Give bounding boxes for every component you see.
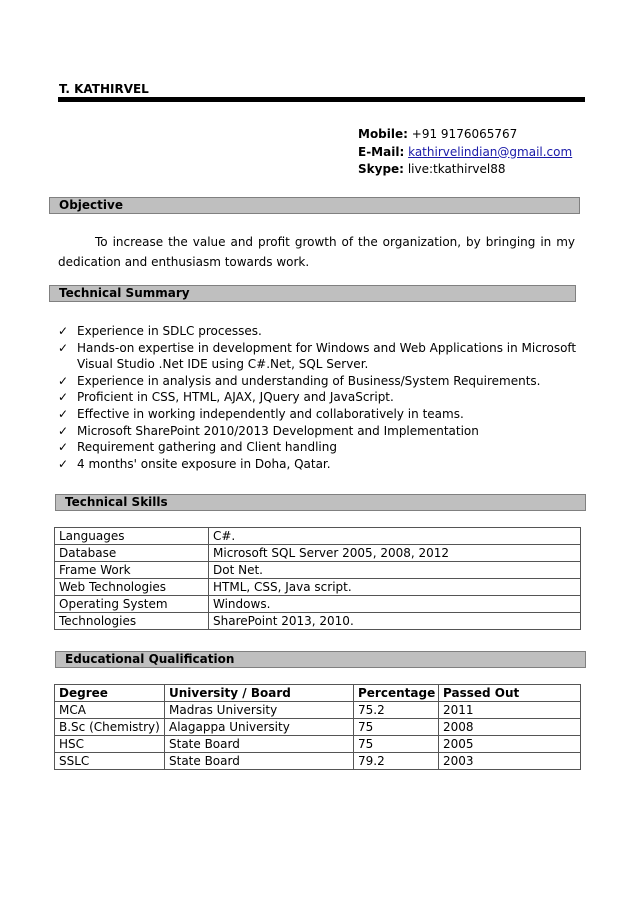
summary-item xyxy=(58,423,578,440)
objective-body: To increase the value and profit growth of the organization, by bringing in my dedication and enthusiasm towards work. xyxy=(58,235,575,269)
skills-row xyxy=(55,545,581,562)
summary-item-text: 4 months' onsite exposure in Doha, Qatar. xyxy=(77,456,331,471)
skills-row xyxy=(55,562,581,579)
skill-category: Frame Work xyxy=(55,562,209,579)
email-line xyxy=(358,144,572,162)
education-cell: State Board xyxy=(165,736,354,753)
skill-category: Web Technologies xyxy=(55,579,209,596)
mobile-value: +91 9176065767 xyxy=(411,127,518,141)
check-icon: ✓ xyxy=(58,406,69,421)
skills-row xyxy=(55,528,581,545)
check-icon: ✓ xyxy=(58,423,69,438)
summary-item xyxy=(58,456,578,473)
skype-value: live:tkathirvel88 xyxy=(407,162,506,176)
technical-summary-list xyxy=(58,323,578,472)
skill-category: Technologies xyxy=(55,613,209,630)
education-cell: Madras University xyxy=(165,702,354,719)
summary-item-text: Experience in analysis and understanding of Business/System Requirements. xyxy=(77,373,541,388)
summary-item xyxy=(58,406,578,423)
objective-heading: Objective xyxy=(49,197,580,214)
skill-value: HTML, CSS, Java script. xyxy=(209,579,581,596)
contact-block xyxy=(358,126,572,179)
email-label: E-Mail: xyxy=(358,144,405,159)
education-cell: B.Sc (Chemistry) xyxy=(55,719,165,736)
education-row xyxy=(55,753,581,770)
header-rule xyxy=(58,97,585,102)
check-icon: ✓ xyxy=(58,340,69,355)
education-cell: SSLC xyxy=(55,753,165,770)
summary-item xyxy=(58,439,578,456)
candidate-name: T. KATHIRVEL xyxy=(59,82,149,96)
email-link[interactable]: kathirvelindian@gmail.com xyxy=(408,144,573,159)
summary-item-text: Proficient in CSS, HTML, AJAX, JQuery and JavaScript. xyxy=(77,390,394,405)
education-cell: 2005 xyxy=(439,736,581,753)
skill-value: Dot Net. xyxy=(209,562,581,579)
check-icon: ✓ xyxy=(58,324,69,338)
summary-item-text: Hands-on expertise in development for Windows and Web Applications in Microsoft Visual Studio .Net IDE using C#.Net, SQL Server. xyxy=(77,340,577,372)
check-icon: ✓ xyxy=(58,440,69,455)
objective-text xyxy=(58,232,575,272)
check-icon: ✓ xyxy=(58,373,69,388)
skills-row xyxy=(55,579,581,596)
summary-item-text: Microsoft SharePoint 2010/2013 Development and Implementation xyxy=(77,423,479,438)
education-row xyxy=(55,719,581,736)
education-cell: 79.2 xyxy=(354,753,439,770)
education-row xyxy=(55,736,581,753)
education-cell: 75 xyxy=(354,736,439,753)
skills-row xyxy=(55,613,581,630)
education-cell: MCA xyxy=(55,702,165,719)
mobile-line xyxy=(358,126,572,144)
education-column-header: University / Board xyxy=(165,685,354,702)
technical-summary-heading: Technical Summary xyxy=(49,285,576,302)
education-cell: State Board xyxy=(165,753,354,770)
technical-skills-table xyxy=(54,527,581,630)
education-column-header: Passed Out xyxy=(439,685,581,702)
skill-value: SharePoint 2013, 2010. xyxy=(209,613,581,630)
summary-item xyxy=(58,323,578,340)
education-cell: 2011 xyxy=(439,702,581,719)
education-cell: 2008 xyxy=(439,719,581,736)
skill-category: Operating System xyxy=(55,596,209,613)
summary-item-text: Experience in SDLC processes. xyxy=(77,324,262,338)
education-cell: Alagappa University xyxy=(165,719,354,736)
check-icon: ✓ xyxy=(58,456,69,471)
education-cell: HSC xyxy=(55,736,165,753)
education-column-header: Degree xyxy=(55,685,165,702)
education-cell: 2003 xyxy=(439,753,581,770)
skill-value: C#. xyxy=(209,528,581,545)
summary-item xyxy=(58,373,578,390)
skill-category: Database xyxy=(55,545,209,562)
education-column-header: Percentage xyxy=(354,685,439,702)
summary-item xyxy=(58,340,578,373)
summary-item xyxy=(58,389,578,406)
skill-value: Microsoft SQL Server 2005, 2008, 2012 xyxy=(209,545,581,562)
education-table xyxy=(54,684,581,770)
skill-value: Windows. xyxy=(209,596,581,613)
education-cell: 75.2 xyxy=(354,702,439,719)
education-cell: 75 xyxy=(354,719,439,736)
mobile-label: Mobile: xyxy=(358,127,408,141)
skype-line xyxy=(358,161,572,179)
summary-item-text: Effective in working independently and collaboratively in teams. xyxy=(77,406,464,421)
education-header-row xyxy=(55,685,581,702)
skill-category: Languages xyxy=(55,528,209,545)
check-icon: ✓ xyxy=(58,390,69,405)
education-heading: Educational Qualification xyxy=(55,651,586,668)
summary-item-text: Requirement gathering and Client handling xyxy=(77,440,337,455)
skype-label: Skype: xyxy=(358,162,404,176)
technical-skills-heading: Technical Skills xyxy=(55,494,586,511)
education-row xyxy=(55,702,581,719)
skills-row xyxy=(55,596,581,613)
